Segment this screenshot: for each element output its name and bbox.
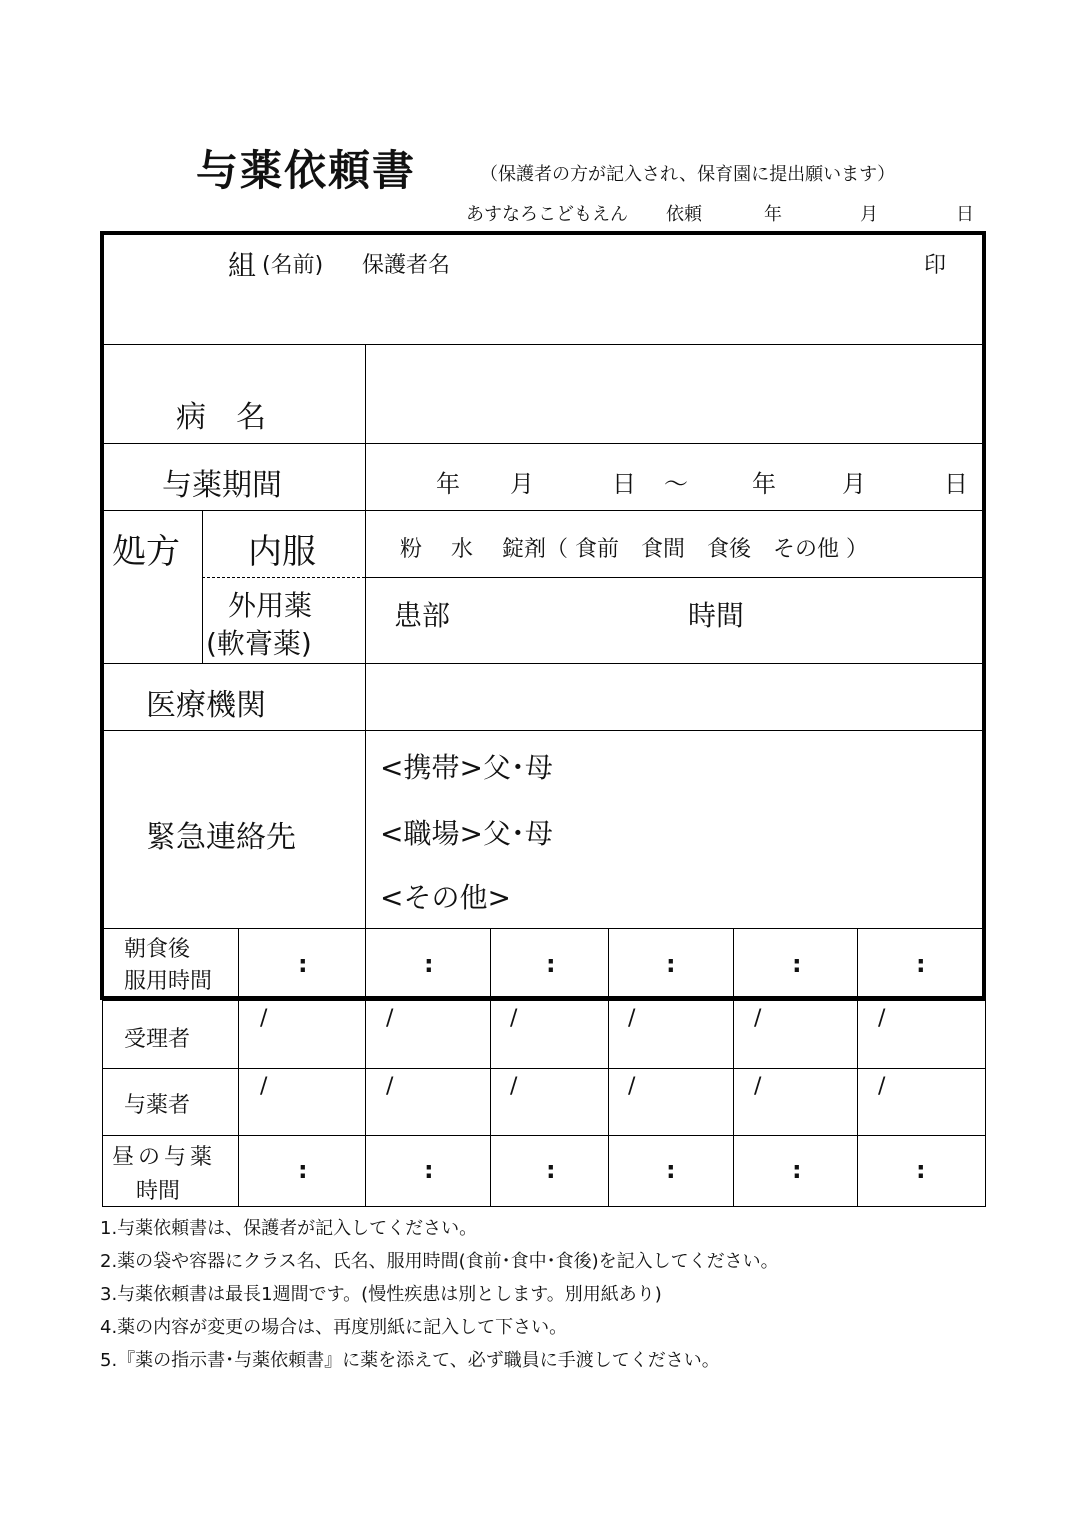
guardian-label: 保護者名: [362, 253, 451, 278]
lunch-time-label: 時間: [136, 1179, 181, 1204]
lunch-dose-label: 昼の与薬: [112, 1145, 217, 1170]
prescription-label: 処方: [112, 532, 180, 572]
time-colon: :: [666, 1156, 676, 1184]
disease-label: 病 名: [176, 400, 266, 435]
divider: [857, 928, 858, 1206]
time-colon: :: [916, 950, 926, 978]
divider: [238, 928, 239, 1206]
external-medicine-label: 外用薬: [228, 589, 313, 622]
name-label: (名前): [262, 253, 324, 278]
divider: [102, 1135, 986, 1136]
divider: [103, 344, 983, 345]
receiver-label: 受理者: [124, 1027, 191, 1052]
divider: [985, 1000, 986, 1206]
work-contact: <職場>父･母: [380, 817, 553, 850]
date-slash: /: [628, 1074, 636, 1099]
time-colon: :: [298, 950, 308, 978]
divider: [102, 1000, 103, 1206]
time-colon: :: [546, 1156, 556, 1184]
divider: [202, 510, 203, 663]
date-slash: /: [628, 1006, 636, 1031]
divider: [102, 1206, 986, 1207]
time-colon: :: [424, 950, 434, 978]
date-slash: /: [878, 1074, 886, 1099]
divider: [102, 1000, 986, 1001]
request-year-label: 年: [764, 204, 782, 225]
giver-label: 与薬者: [124, 1093, 191, 1118]
date-slash: /: [754, 1074, 762, 1099]
period-start-day: 日: [612, 470, 636, 498]
time-colon: :: [666, 950, 676, 978]
medical-institution-label: 医療機関: [146, 688, 266, 723]
note-item: 5.『薬の指示書･与薬依頼書』に薬を添えて、必ず職員に手渡してください。: [100, 1350, 720, 1371]
time-colon: :: [792, 950, 802, 978]
divider: [608, 928, 609, 1206]
divider: [103, 928, 983, 929]
time-colon: :: [792, 1156, 802, 1184]
period-end-year: 年: [752, 470, 776, 498]
ointment-label: (軟膏薬): [206, 627, 312, 660]
period-end-month: 月: [842, 470, 866, 498]
date-slash: /: [510, 1006, 518, 1031]
notes-list: [100, 1212, 779, 1377]
request-month-label: 月: [860, 204, 878, 225]
period-label: 与薬期間: [162, 468, 282, 503]
divider: [365, 344, 366, 997]
date-slash: /: [386, 1074, 394, 1099]
divider: [103, 730, 983, 731]
note-item: 4.薬の内容が変更の場合は、再度別紙に記入して下さい。: [100, 1317, 568, 1338]
date-slash: /: [510, 1074, 518, 1099]
date-slash: /: [386, 1006, 394, 1031]
breakfast-label: 朝食後: [124, 937, 191, 962]
form-subtitle: （保護者の方が記入され、保育園に提出願います）: [480, 164, 896, 185]
divider: [103, 510, 983, 511]
period-start-month: 月: [510, 470, 534, 498]
time-colon: :: [546, 950, 556, 978]
divider: [103, 663, 983, 664]
request-label: 依頼: [666, 204, 702, 225]
application-time-label: 時間: [688, 599, 745, 632]
internal-options: 粉 水 錠剤（ 食前 食間 食後 その他 ）: [400, 537, 868, 562]
date-slash: /: [260, 1006, 268, 1031]
note-item: 3.与薬依頼書は最長1週間です。(慢性疾患は別とします。別用紙あり): [100, 1284, 662, 1305]
date-slash: /: [754, 1006, 762, 1031]
divider: [365, 577, 983, 578]
note-item: 1.与薬依頼書は、保護者が記入してください。: [100, 1218, 478, 1239]
nursery-name: あすなろこどもえん: [466, 204, 628, 225]
class-label: 組: [228, 249, 257, 282]
period-start-year: 年: [436, 470, 460, 498]
dose-time-label: 服用時間: [124, 969, 213, 994]
date-slash: /: [260, 1074, 268, 1099]
form-title: 与薬依頼書: [196, 146, 417, 195]
mobile-contact: <携帯>父･母: [380, 751, 553, 784]
period-end-day: 日: [944, 470, 968, 498]
other-contact: <その他>: [380, 881, 511, 914]
time-colon: :: [424, 1156, 434, 1184]
affected-area-label: 患部: [394, 599, 451, 632]
divider: [490, 928, 491, 1206]
period-tilde: ～: [664, 470, 688, 498]
time-colon: :: [298, 1156, 308, 1184]
divider: [733, 928, 734, 1206]
note-item: 2.薬の袋や容器にクラス名、氏名、服用時間(食前･食中･食後)を記入してください。: [100, 1251, 779, 1272]
internal-medicine-label: 内服: [248, 532, 316, 572]
emergency-contact-label: 緊急連絡先: [146, 820, 296, 855]
divider: [102, 1068, 986, 1069]
seal-label: 印: [924, 253, 947, 278]
time-colon: :: [916, 1156, 926, 1184]
date-slash: /: [878, 1006, 886, 1031]
divider: [365, 997, 366, 1206]
dashed-divider: [202, 577, 365, 578]
divider: [103, 443, 983, 444]
request-day-label: 日: [956, 204, 974, 225]
